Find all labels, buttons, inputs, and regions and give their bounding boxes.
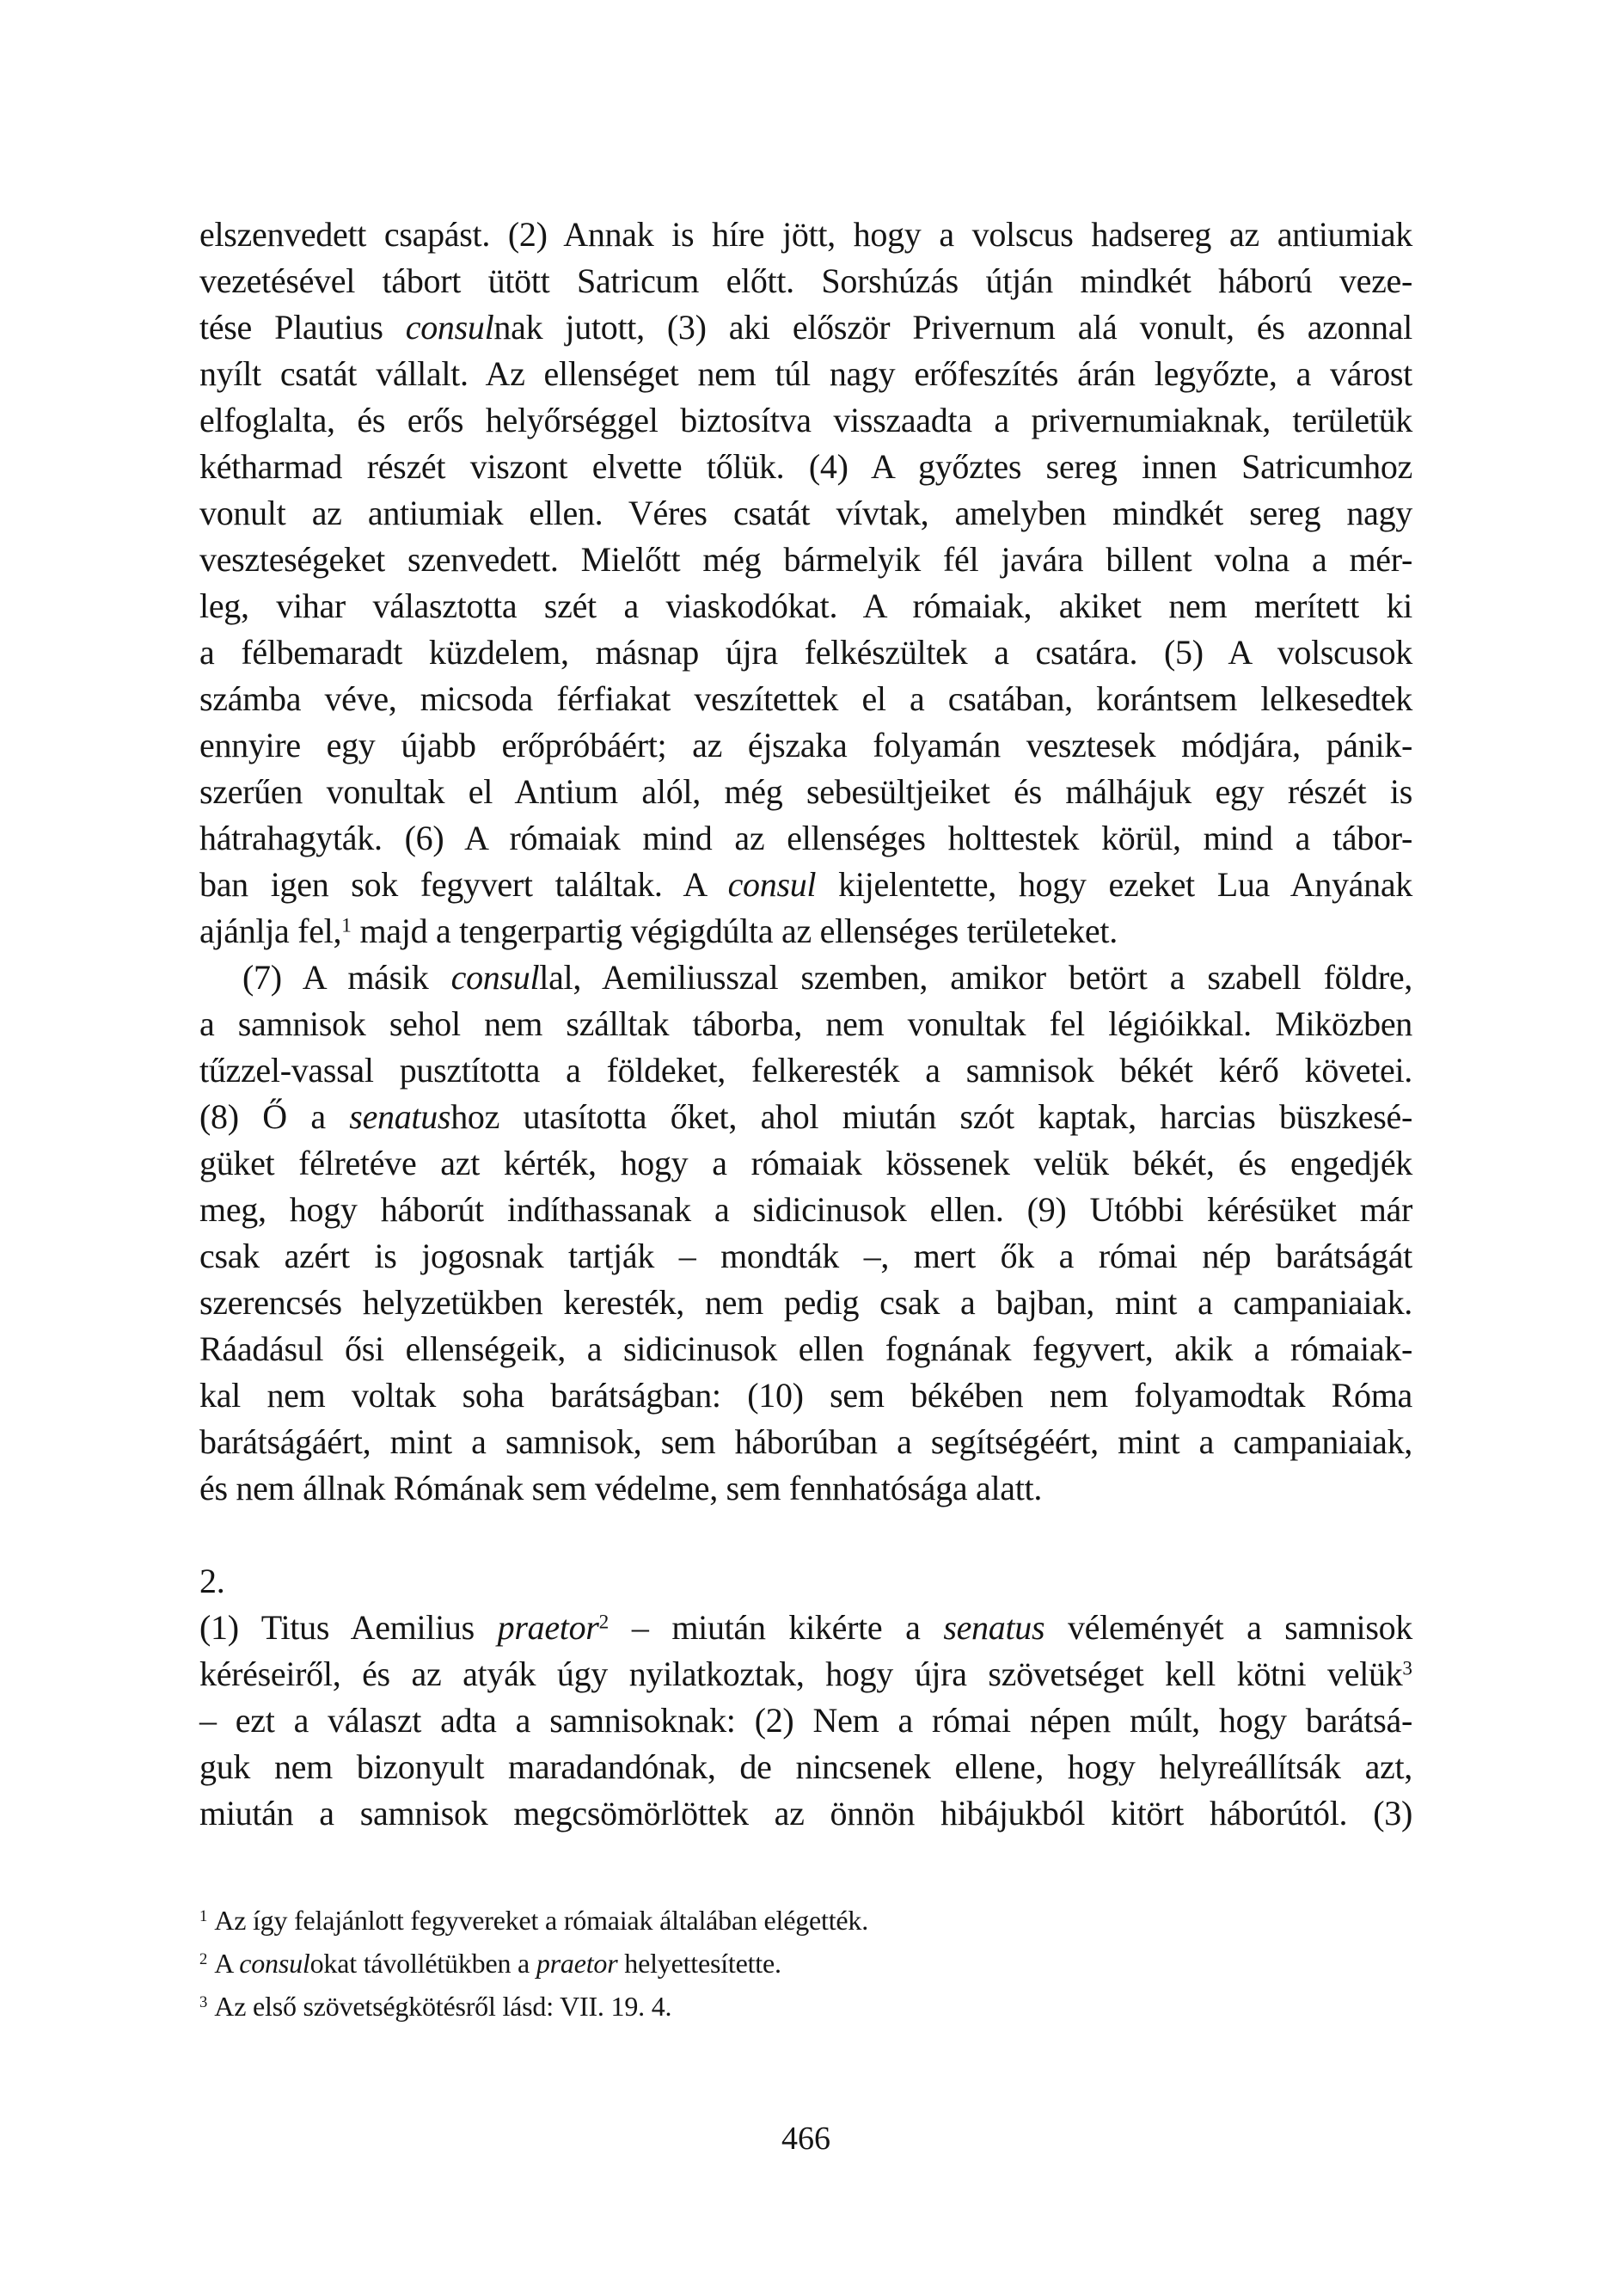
text-line: [199, 351, 1412, 397]
text-line: [199, 444, 1412, 490]
text-run: güket félretéve azt kérték, hogy a rómaiak kössenek velük békét, és engedjék: [199, 1144, 1412, 1182]
text-line: [199, 1465, 1412, 1512]
text-run: nyílt csatát vállalt. Az ellenséget nem túl nagy erőfeszítés árán legyőzte, a várost: [199, 354, 1412, 393]
text-run: lal, Aemiliusszal szemben, amikor betört a szabell földre,: [539, 958, 1412, 997]
text-run: és nem állnak Rómának sem védelme, sem fennhatósága alatt.: [199, 1469, 1043, 1507]
footnote: [199, 1942, 1412, 1985]
paragraph-2: [199, 955, 1412, 1512]
text-run: leg, vihar választotta szét a viaskodókat. A rómaiak, akiket nem merített ki: [199, 586, 1412, 625]
text-run: ban igen sok fegyvert találtak. A: [199, 865, 728, 904]
footnotes: [199, 1899, 1412, 2028]
text-run: a samnisok sehol nem szálltak táborba, nem vonultak fel légióikkal. Miközben: [199, 1004, 1412, 1043]
text-run: szerencsés helyzetükben keresték, nem pedig csak a bajban, mint a campaniaiak.: [199, 1283, 1412, 1322]
footnote-marker: 1: [199, 1906, 208, 1925]
latin-term: consul: [239, 1948, 310, 1979]
footnote-ref: 1: [341, 914, 352, 937]
text-run: tése Plautius: [199, 308, 406, 347]
text-line: [199, 815, 1412, 862]
paragraph-3: [199, 1605, 1412, 1837]
text-run: számba véve, micsoda férfiakat veszítettek el a csatában, korántsem lelkesedtek: [199, 679, 1412, 718]
text-line: [199, 908, 1412, 955]
text-run: majd a tengerpartig végigdúlta az ellenséges területeket.: [351, 912, 1118, 950]
text-line: [199, 955, 1412, 1001]
footnote-ref: 2: [598, 1611, 610, 1634]
text-line: [199, 862, 1412, 908]
body-text: [199, 212, 1412, 1837]
text-line: [199, 1790, 1412, 1837]
text-run: vezetésével tábort ütött Satricum előtt. Sorshúzás útján mindkét háború veze-: [199, 261, 1412, 300]
text-line: [199, 583, 1412, 629]
text-line: [199, 1419, 1412, 1465]
page-number: 466: [781, 2121, 830, 2157]
text-line: [199, 1605, 1412, 1651]
text-line: [199, 1697, 1412, 1744]
latin-term: praetor: [497, 1608, 599, 1647]
latin-term: senatus: [349, 1097, 451, 1136]
text-line: [199, 397, 1412, 444]
text-run: – ezt a választ adta a samnisoknak: (2) Nem a római népen múlt, hogy barátsá-: [199, 1701, 1412, 1740]
text-run: 2.: [199, 1562, 225, 1600]
text-run: vonult az antiumiak ellen. Véres csatát vívtak, amelyben mindkét sereg nagy: [199, 494, 1412, 532]
text-line: [199, 1001, 1412, 1047]
text-run: miután a samnisok megcsömörlöttek az önnön hibájukból kitört háborútól. (3): [199, 1794, 1412, 1833]
footnote: [199, 1985, 1412, 2028]
text-line: [199, 1047, 1412, 1094]
text-run: ennyire egy újabb erőpróbáért; az éjszaka folyamán vesztesek módjára, pánik-: [199, 726, 1412, 764]
latin-term: praetor: [536, 1948, 618, 1979]
text-line: [199, 769, 1412, 815]
footnote: [199, 1899, 1412, 1942]
text-run: nak jutott, (3) aki először Privernum alá vonult, és azonnal: [493, 308, 1412, 347]
text-run: tűzzel-vassal pusztította a földeket, felkeresték a samnisok békét kérő követei.: [199, 1051, 1412, 1090]
text-run: (7) A másik: [242, 958, 451, 997]
text-run: ajánlja fel,: [199, 912, 342, 950]
text-run: veszteségeket szenvedett. Mielőtt még bármelyik fél javára billent volna a mér-: [199, 540, 1412, 579]
text-run: elszenvedett csapást. (2) Annak is híre jött, hogy a volscus hadsereg az antiumiak: [199, 215, 1412, 254]
text-run: csak azért is jogosnak tartják – mondták –, mert ők a római nép barátságát: [199, 1237, 1412, 1275]
text-line: [199, 1744, 1412, 1790]
footnote-marker: 3: [199, 1992, 208, 2011]
text-run: meg, hogy háborút indíthassanak a sidicinusok ellen. (9) Utóbbi kérésüket már: [199, 1190, 1412, 1229]
section-heading: [199, 1558, 1412, 1605]
text-run: elfoglalta, és erős helyőrséggel biztosítva visszaadta a privernumiaknak, területük: [199, 401, 1412, 439]
footnote-marker: 2: [199, 1949, 208, 1968]
text-line: [199, 722, 1412, 769]
text-run: okat távollétükben a: [309, 1948, 536, 1979]
latin-term: consul: [450, 958, 540, 997]
text-line: [199, 1233, 1412, 1280]
text-line: [199, 676, 1412, 722]
text-line: [199, 490, 1412, 537]
text-line: [199, 1140, 1412, 1187]
paragraph-1: [199, 212, 1412, 955]
text-run: hátrahagyták. (6) A rómaiak mind az ellenséges holttestek körül, mind a tábor-: [199, 819, 1412, 857]
text-run: Az így felajánlott fegyvereket a rómaiak általában elégették.: [214, 1905, 869, 1936]
text-run: véleményét a samnisok: [1044, 1608, 1413, 1647]
text-run: kal nem voltak soha barátságban: (10) sem békében nem folyamodtak Róma: [199, 1376, 1412, 1415]
text-line: [199, 258, 1412, 304]
text-line: [199, 1651, 1412, 1697]
text-run: barátságáért, mint a samnisok, sem háborúban a segítségéért, mint a campaniaiak,: [199, 1422, 1412, 1461]
text-run: kétharmad részét viszont elvette tőlük. (4) A győztes sereg innen Satricumhoz: [199, 447, 1412, 486]
text-line: [199, 629, 1412, 676]
text-line: [199, 1094, 1412, 1140]
text-run: A: [214, 1948, 240, 1979]
text-run: guk nem bizonyult maradandónak, de nincsenek ellene, hogy helyreállítsák azt,: [199, 1747, 1412, 1786]
text-run: kéréseiről, és az atyák úgy nyilatkoztak, hogy újra szövetséget kell kötni velük: [199, 1654, 1403, 1693]
footnote-ref: 3: [1402, 1657, 1412, 1680]
text-run: szerűen vonultak el Antium alól, még sebesültjeiket és málhájuk egy részét is: [199, 772, 1412, 811]
text-run: – miután kikérte a: [609, 1608, 944, 1647]
text-run: a félbemaradt küzdelem, másnap újra felkészültek a csatára. (5) A volscusok: [199, 633, 1412, 672]
text-line: [199, 1326, 1412, 1372]
text-line: [199, 1558, 1412, 1605]
text-run: Ráadásul ősi ellenségeik, a sidicinusok ellen fognának fegyvert, akik a rómaiak-: [199, 1329, 1412, 1368]
text-run: Az első szövetségkötésről lásd: VII. 19. 4.: [214, 1991, 672, 2022]
text-run: hoz utasította őket, ahol miután szót kaptak, harcias büszkesé-: [450, 1097, 1412, 1136]
latin-term: senatus: [943, 1608, 1045, 1647]
text-line: [199, 1372, 1412, 1419]
text-run: (1) Titus Aemilius: [199, 1608, 498, 1647]
text-line: [199, 537, 1412, 583]
text-run: (8) Ő a: [199, 1097, 350, 1136]
latin-term: consul: [727, 865, 817, 904]
text-line: [199, 1280, 1412, 1326]
text-line: [199, 1187, 1412, 1233]
latin-term: consul: [405, 308, 494, 347]
text-line: [199, 304, 1412, 351]
text-line: [199, 212, 1412, 258]
text-run: kijelentette, hogy ezeket Lua Anyának: [816, 865, 1412, 904]
text-run: helyettesítette.: [617, 1948, 781, 1979]
